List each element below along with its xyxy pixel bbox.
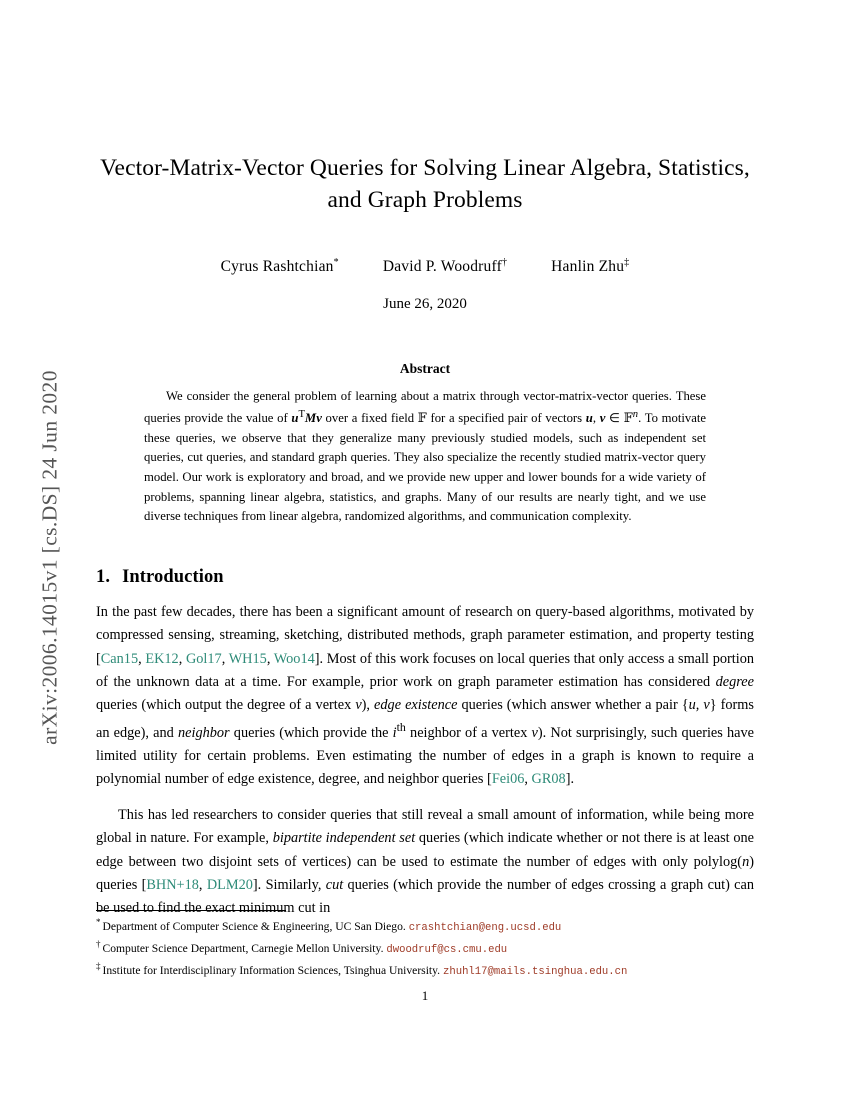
footnote-3-email[interactable]: zhuhl17@mails.tsinghua.edu.cn (443, 965, 628, 978)
footnote-2-email[interactable]: dwoodruf@cs.cmu.edu (386, 943, 508, 956)
footnote-2 (96, 937, 754, 959)
footnote-1-marker: * (96, 917, 101, 927)
section-title: Introduction (122, 567, 224, 588)
page-title (96, 0, 754, 217)
abstract-text: We consider the general problem of learning about a matrix through vector-matrix-vector queries. These queries provide the value of $u^TMv$ over a fixed field 𝔽 for a specified pair of vectors u, v ∈ 𝔽$^n$. To motivate these queries, we observe that they generalize many previously studied models, such as independent set queries, cut queries, and standard graph queries. They also specialize the recently studied matrix-vector query model. Our work is exploratory and broad, and we provide new upper and lower bounds for a wide variety of problems, spanning linear algebra, statistics, and graphs. Many of our results are nearly tight, and we use diverse techniques from linear algebra, randomized algorithms, and communication complexity. (144, 389, 706, 524)
citation-fei06[interactable]: Fei06 (491, 770, 525, 787)
author-3 (551, 257, 629, 276)
author-1-marker: * (333, 256, 339, 268)
title-line-2: and Graph Problems (327, 187, 523, 214)
section-number: 1. (96, 567, 111, 588)
arxiv-stamp (0, 0, 96, 1100)
citation-bhn18[interactable]: BHN+18 (146, 877, 199, 894)
paragraph-1: In the past few decades, there has been a significant amount of research on query-based algorithms, motivated by compressed sensing, streaming, sketching, distributed methods, graph parameter estimation, and property testing [Can15, EK12, Gol17, WH15, Woo14]. Most of this work focuses on local queries that only access a small portion of the unknown data at a time. For example, prior work on graph parameter estimation has considered degree queries (which output the degree of a vertex v), edge existence queries (which answer whether a pair {u, v} forms an edge), and neighbor queries (which provide the $i^{th}$ neighbor of a vertex v). Not surprisingly, such queries have limited utility for certain problems. Even estimating the number of edges in a graph is known to require a polynomial number of edge existence, degree, and neighbor queries [Fei06, GR08]. (96, 604, 754, 787)
citation-dlm20[interactable]: DLM20 (206, 877, 253, 894)
footnote-3-marker: ‡ (96, 961, 101, 972)
citation-gol17[interactable]: Gol17 (185, 650, 222, 667)
author-2 (383, 257, 507, 276)
author-3-marker: ‡ (624, 256, 630, 268)
footnote-3 (96, 959, 754, 981)
page-number: 1 (421, 988, 429, 1003)
author-1-name: Cyrus Rashtchian (220, 258, 334, 275)
section-heading-introduction (96, 567, 754, 588)
citation-wh15[interactable]: WH15 (228, 650, 267, 667)
paragraph-2: This has led researchers to consider queries that still reveal a small amount of information, while being more global in nature. For example, bipartite independent set queries (which indicate whether or not there is at least one edge between two disjoint sets of vertices) can be used to estimate the number of edges with only polylog(n) queries [BHN+18, DLM20]. Similarly, cut queries (which provide the number of edges crossing a graph cut) can be used to find the exact minimum cut in (96, 807, 754, 917)
footnote-1 (96, 915, 754, 937)
author-list (96, 257, 754, 276)
footnote-rule (96, 910, 286, 911)
footnote-list (96, 915, 754, 981)
citation-can15[interactable]: Can15 (100, 650, 139, 667)
footnote-1-email[interactable]: crashtchian@eng.ucsd.edu (408, 921, 562, 934)
citation-woo14[interactable]: Woo14 (273, 650, 315, 667)
title-line-1: Vector-Matrix-Vector Queries for Solving Linear Algebra, Statistics, (100, 155, 750, 181)
arxiv-stamp-text: arXiv:2006.14015v1 [cs.DS] 24 Jun 2020 (37, 370, 62, 745)
author-1 (221, 257, 339, 276)
abstract-heading: Abstract (399, 361, 451, 376)
citation-ek12[interactable]: EK12 (145, 650, 179, 667)
footnote-2-text: Computer Science Department, Carnegie Mellon University. (102, 941, 384, 955)
citation-gr08[interactable]: GR08 (531, 770, 566, 787)
footnote-1-text: Department of Computer Science & Engineering, UC San Diego. (102, 919, 406, 933)
publication-date: June 26, 2020 (383, 296, 467, 312)
footnote-3-text: Institute for Interdisciplinary Information Sciences, Tsinghua University. (102, 963, 441, 977)
author-2-name: David P. Woodruff (382, 258, 502, 275)
footnote-2-marker: † (96, 939, 101, 950)
author-2-marker: † (501, 256, 508, 268)
author-3-name: Hanlin Zhu (551, 258, 625, 275)
paper-content (96, 0, 754, 921)
